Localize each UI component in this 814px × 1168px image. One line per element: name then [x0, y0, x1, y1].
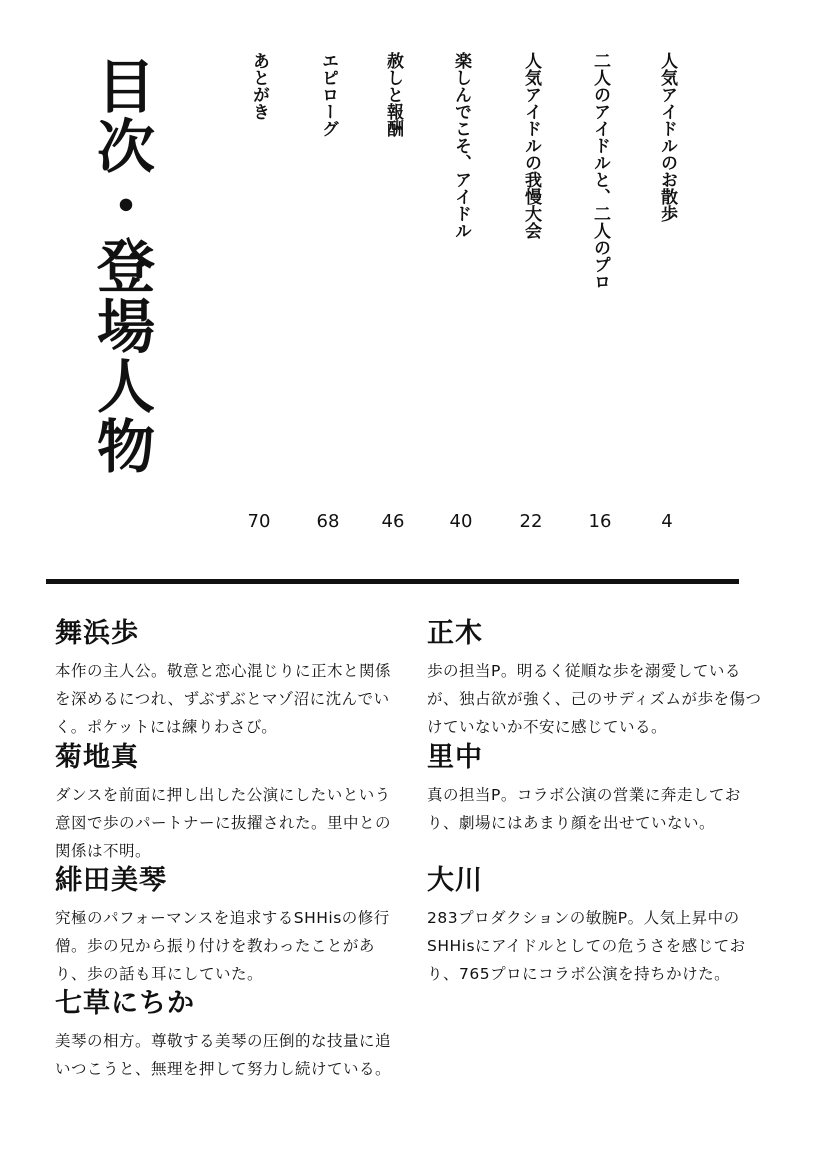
- character-description: 本作の主人公。敬意と恋心混じりに正木と関係を深めるにつれ、ずぶずぶとマゾ沼に沈んでいく。ポケットには練りわさび。: [55, 662, 392, 736]
- character-name: 正木: [427, 618, 483, 649]
- character-name: 七草にちか: [55, 988, 195, 1019]
- character-description: 283プロダクションの敏腕P。人気上昇中のSHHisにアイドルとしての危うさを感じており、765プロにコラボ公演を持ちかけた。: [427, 909, 746, 983]
- toc-entry-page: 46: [381, 511, 405, 532]
- character-entry: [427, 864, 772, 988]
- character-name: 里中: [427, 742, 483, 773]
- character-entry: [427, 741, 772, 837]
- character-entry: [55, 741, 400, 865]
- section-divider: [46, 579, 739, 584]
- toc-entry-title: 人気アイドルのお散歩: [657, 52, 677, 222]
- character-description: ダンスを前面に押し出した公演にしたいという意図で歩のパートナーに抜擢された。里中との関係は不明。: [55, 786, 392, 860]
- toc-entry-page: 70: [247, 511, 271, 532]
- toc-entry-title: エピローグ: [318, 52, 338, 137]
- character-entry: [55, 617, 400, 741]
- toc-entry-title: あとがき: [249, 52, 269, 120]
- toc-entry[interactable]: [516, 52, 546, 592]
- toc-entry-title: 人気アイドルの我慢大会: [521, 52, 541, 239]
- toc-entry-title: 二人のアイドルと、二人のプロ: [590, 52, 610, 290]
- character-description: 歩の担当P。明るく従順な歩を溺愛しているが、独占欲が強く、己のサディズムが歩を傷つけていないか不安に感じている。: [427, 662, 762, 736]
- toc-entry[interactable]: [378, 52, 408, 592]
- character-entry: [55, 864, 400, 988]
- character-name: 大川: [427, 865, 483, 896]
- character-name: 緋田美琴: [55, 865, 167, 896]
- toc-entry[interactable]: [244, 52, 274, 592]
- toc-entry[interactable]: [446, 52, 476, 592]
- toc-entry-page: 4: [661, 511, 673, 532]
- character-name: 舞浜歩: [55, 618, 139, 649]
- toc-entry-page: 16: [588, 511, 612, 532]
- toc-entry-page: 22: [519, 511, 543, 532]
- page-title: 目次・登場人物: [87, 56, 155, 476]
- toc-entry[interactable]: [652, 52, 682, 592]
- character-description: 究極のパフォーマンスを追求するSHHisの修行僧。歩の兄から振り付けを教わったことがあり、歩の話も耳にしていた。: [55, 909, 390, 983]
- toc-entry[interactable]: [585, 52, 615, 592]
- toc-entry-title: 楽しんでこそ、アイドル: [451, 52, 471, 239]
- toc-entry-page: 68: [316, 511, 340, 532]
- toc-entry[interactable]: [313, 52, 343, 592]
- character-entry: [55, 987, 400, 1083]
- toc-entry-page: 40: [449, 511, 473, 532]
- character-name: 菊地真: [55, 742, 139, 773]
- character-entry: [427, 617, 772, 741]
- character-description: 真の担当P。コラボ公演の営業に奔走しており、劇場にはあまり顔を出せていない。: [427, 786, 741, 832]
- toc-entry-title: 赦しと報酬: [383, 52, 403, 137]
- character-description: 美琴の相方。尊敬する美琴の圧倒的な技量に追いつこうと、無理を押して努力し続けている。: [55, 1032, 392, 1078]
